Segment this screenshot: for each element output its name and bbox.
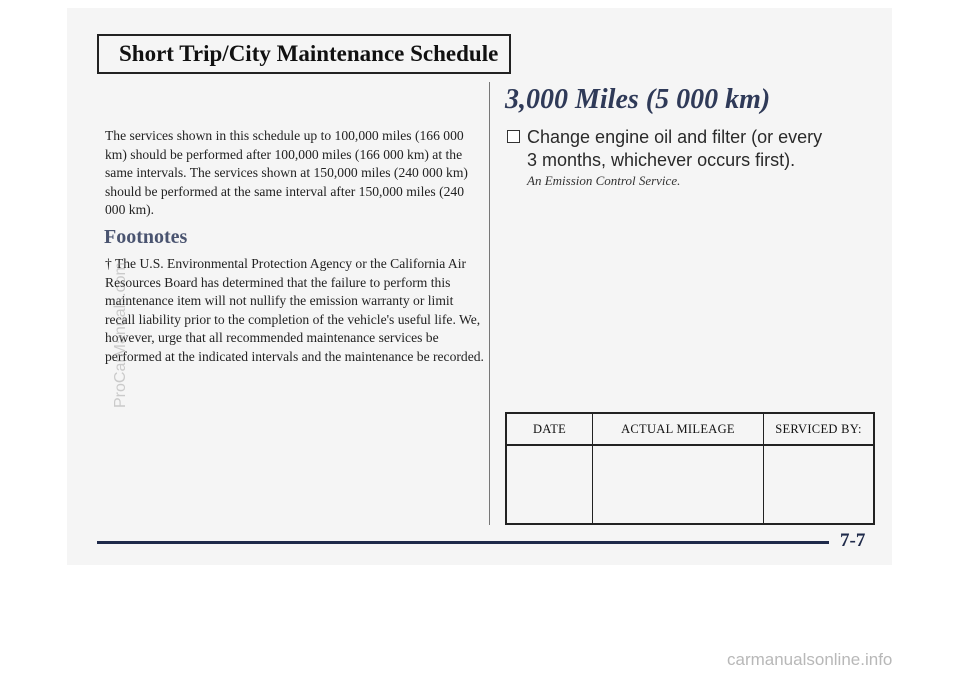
mileage-cell[interactable]: [593, 445, 764, 524]
bottom-rule: [97, 541, 829, 544]
checkbox-icon[interactable]: [507, 130, 520, 143]
date-cell[interactable]: [506, 445, 593, 524]
page-title: Short Trip/City Maintenance Schedule: [97, 34, 511, 74]
column-divider: [489, 82, 490, 525]
side-watermark: ProCarManuals.com: [112, 262, 129, 408]
maintenance-log-table: [505, 412, 875, 525]
service-note: An Emission Control Service.: [527, 173, 681, 188]
task-line-1: Change engine oil and filter (or every: [527, 127, 823, 147]
footnotes-heading: Footnotes: [104, 226, 188, 248]
serviced-by-cell[interactable]: [763, 445, 874, 524]
footer-watermark: carmanualsonline.info: [727, 650, 893, 669]
footnote-text: † The U.S. Environmental Protection Agency or the California Air Resources Board has determined that the failure to perform this maintenance item will not nullify the emission warranty or limit recall liability prior to the completion of the vehicle's useful life. We, however, urge that all recommended maintenance services be performed at the indicated intervals and the maintenance be recorded.: [105, 256, 484, 364]
table-header-row: [506, 413, 874, 445]
interval-heading: 3,000 Miles (5 000 km): [505, 84, 771, 115]
header-actual-mileage: ACTUAL MILEAGE: [593, 413, 764, 445]
page-number: 7-7: [840, 530, 866, 551]
header-date: DATE: [506, 413, 593, 445]
maintenance-task: [507, 126, 847, 172]
intro-paragraph: The services shown in this schedule up to 100,000 miles (166 000 km) should be performed after 100,000 miles (166 000 km) at the same intervals. The services shown at 150,000 miles (240 000 km) should be performed at the same interval after 150,000 miles (240 000 km).: [105, 128, 468, 218]
table-row: [506, 445, 874, 524]
task-line-2: 3 months, whichever occurs first).: [527, 150, 796, 170]
header-serviced-by: SERVICED BY:: [763, 413, 874, 445]
